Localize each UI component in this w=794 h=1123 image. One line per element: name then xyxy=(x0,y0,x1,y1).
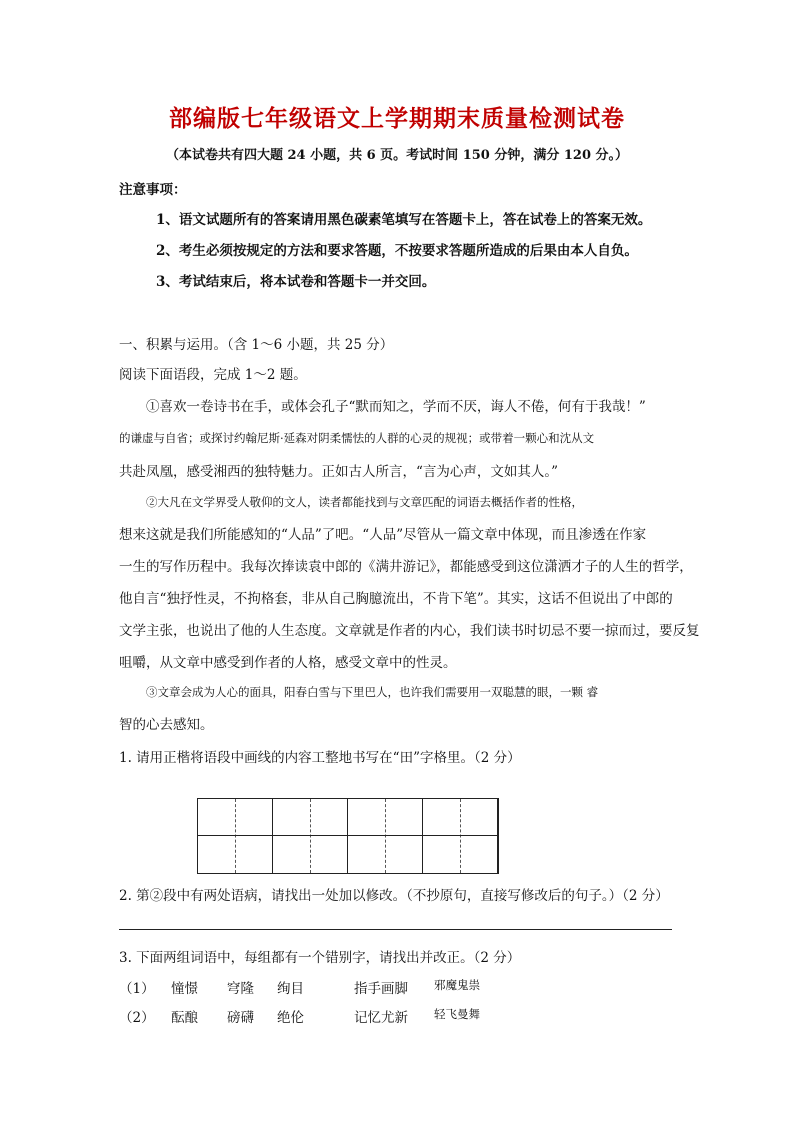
grid-cell xyxy=(311,799,349,873)
grid-cell xyxy=(423,799,461,873)
answer-line[interactable] xyxy=(119,929,672,930)
page-title: 部编版七年级语文上学期期末质量检测试卷 xyxy=(169,105,625,132)
grid-midline xyxy=(198,835,498,836)
paragraph-2-line: 他自言“独抒性灵，不拘格套，非从自己胸臆流出，不肯下笔”。其实，这话不但说出了中郎的 xyxy=(119,591,673,607)
grid-cell xyxy=(461,799,499,873)
notice-heading: 注意事项： xyxy=(119,182,187,198)
paragraph-2-line: ②大凡在文学界受人敬仰的文人，读者都能找到与文章匹配的词语去概括作者的性格， xyxy=(146,495,583,509)
word: 指手画脚 xyxy=(354,981,408,997)
word: 酝酿 xyxy=(171,1010,198,1026)
grid-cell xyxy=(236,799,274,873)
paragraph-2-line: 一生的写作历程中。我每次捧读袁中郎的《满井游记》，都能感受到这位潇洒才子的人生的哲学， xyxy=(119,559,693,575)
paragraph-2-line: 文学主张，也说出了他的人生态度。文章就是作者的内心，我们读书时切忌不要一掠而过，要反复 xyxy=(119,623,700,639)
group-index: （2） xyxy=(119,1010,155,1026)
word: 磅礴 xyxy=(227,1010,254,1026)
word-group-1 xyxy=(119,977,514,997)
word: 记忆尤新 xyxy=(354,1010,408,1026)
word-group-2 xyxy=(119,1006,514,1026)
grid-cell xyxy=(198,799,236,873)
tian-character-grid[interactable] xyxy=(197,798,499,874)
paragraph-3-line: ③文章会成为人心的面具，阳春白雪与下里巴人，也许我们需要用一双聪慧的眼，一颗 睿 xyxy=(146,685,599,699)
exam-info: （本试卷共有四大题 24 小题，共 6 页。考试时间 150 分钟，满分 120 分。） xyxy=(165,148,629,163)
paragraph-1-line: ①喜欢一卷诗书在手，或体会孔子“默而知之，学而不厌，诲人不倦，何有于我哉！” xyxy=(146,399,646,415)
paragraph-2-line: 咀嚼，从文章中感受到作者的人格，感受文章中的性灵。 xyxy=(119,655,457,671)
reading-instruction: 阅读下面语段，完成 1～2 题。 xyxy=(119,367,307,383)
word: 绝伦 xyxy=(277,1010,304,1026)
question-2: 2. 第②段中有两处语病，请找出一处加以修改。（不抄原句，直接写修改后的句子。）（2 分） xyxy=(119,888,669,904)
word: 邪魔鬼祟 xyxy=(434,978,480,992)
word: 绚目 xyxy=(277,981,304,997)
paragraph-2-line: 想来这就是我们所能感知的“人品”了吧。“人品”尽管从一篇文章中体现，而且渗透在作家 xyxy=(119,527,647,543)
word: 穹隆 xyxy=(227,981,254,997)
notice-item: 2、考生必须按规定的方法和要求答题，不按要求答题所造成的后果由本人自负。 xyxy=(156,243,638,259)
paragraph-1-line: 共赴凤凰，感受湘西的独特魅力。正如古人所言，“言为心声，文如其人。” xyxy=(119,464,559,480)
paragraph-1-line: 的谦虚与自省；或探讨约翰尼斯·延森对阴柔懦怯的人群的心灵的规视；或带着一颗心和沈从文 xyxy=(119,431,595,445)
grid-cell xyxy=(348,799,386,873)
word: 轻飞曼舞 xyxy=(434,1007,480,1021)
question-3: 3. 下面两组词语中，每组都有一个错别字，请找出并改正。（2 分） xyxy=(119,950,521,966)
word: 憧憬 xyxy=(171,981,198,997)
paragraph-3-line: 智的心去感知。 xyxy=(119,717,214,733)
notice-item: 1、语文试题所有的答案请用黑色碳素笔填写在答题卡上，答在试卷上的答案无效。 xyxy=(156,212,652,228)
notice-item: 3、考试结束后，将本试卷和答题卡一并交回。 xyxy=(156,274,436,290)
section-heading: 一、积累与运用。（含 1～6 小题，共 25 分） xyxy=(119,337,394,353)
grid-cell xyxy=(386,799,424,873)
group-index: （1） xyxy=(119,981,155,997)
question-1: 1. 请用正楷将语段中画线的内容工整地书写在“田”字格里。（2 分） xyxy=(119,750,521,766)
grid-cell xyxy=(273,799,311,873)
